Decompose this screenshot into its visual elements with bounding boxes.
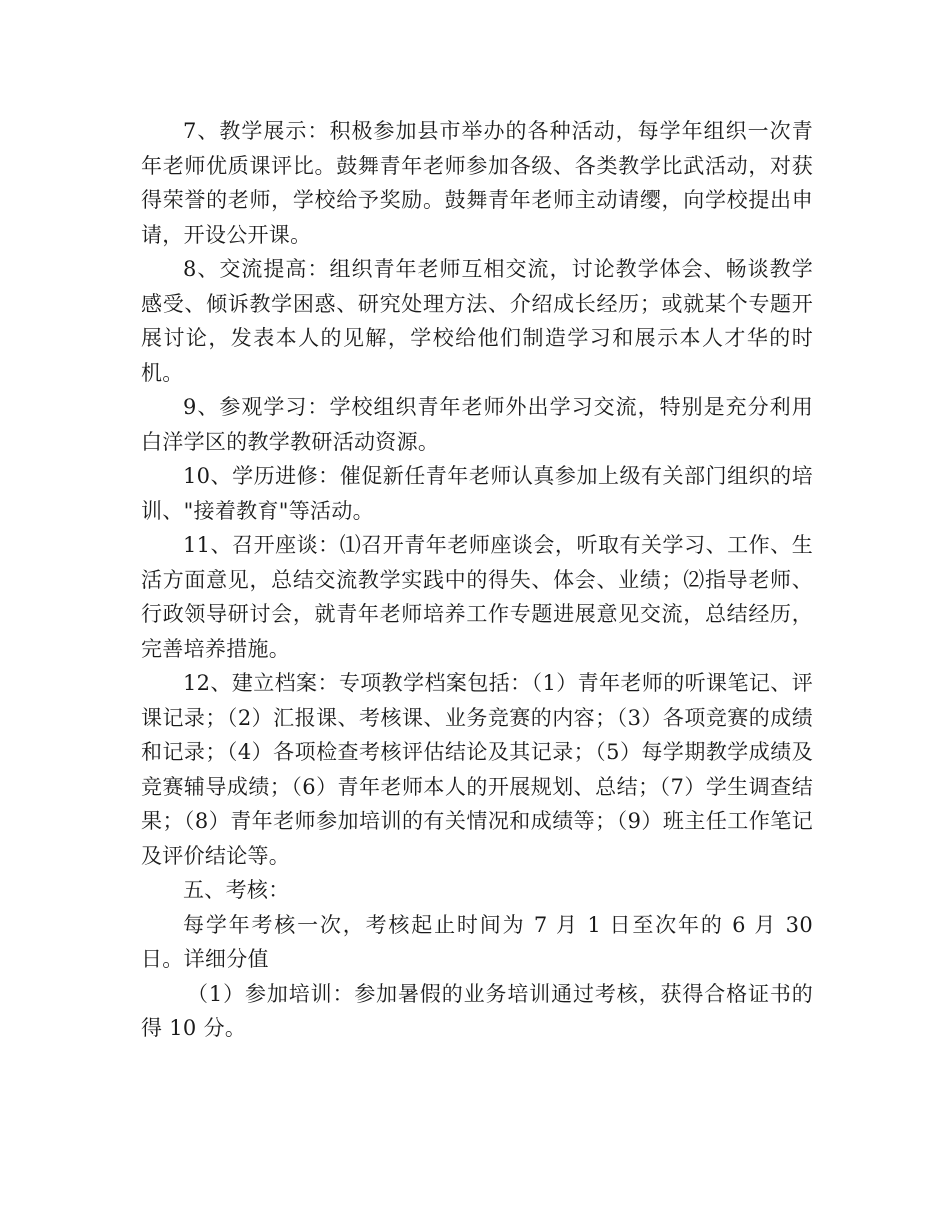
paragraph-visit-study: 9、参观学习：学校组织青年老师外出学习交流，特别是充分利用白洋学区的教学教研活动资源。: [141, 395, 813, 454]
paragraph-symposium: 11、召开座谈：⑴召开青年老师座谈会，听取有关学习、工作、生活方面意见，总结交流教学实践中的得失、体会、业绩；⑵指导老师、行政领导研讨会，就青年老师培养工作专题进展意见交流，总结经历，完善培养措施。: [141, 533, 813, 661]
paragraph-archives: 12、建立档案：专项教学档案包括：（1）青年老师的听课笔记、评课记录；（2）汇报课、考核课、业务竞赛的内容；（3）各项竞赛的成绩和记录；（4）各项检查考核评估结论及其记录；（5）每学期教学成绩及竞赛辅导成绩；（6）青年老师本人的开展规划、总结；（7）学生调查结果；（8）青年老师参加培训的有关情况和成绩等；（9）班主任工作笔记及评价结论等。: [141, 671, 813, 868]
paragraph-further-education: 10、学历进修：催促新任青年老师认真参加上级有关部门组织的培训、"接着教育"等活动。: [141, 464, 813, 523]
paragraph-teaching-showcase: 7、教学展示：积极参加县市举办的各种活动，每学年组织一次青年老师优质课评比。鼓舞青年老师参加各级、各类教学比武活动，对获得荣誉的老师，学校给予奖励。鼓舞青年老师主动请缨，向学校提出申请，开设公开课。: [141, 119, 813, 247]
paragraph-training-score: （1）参加培训：参加暑假的业务培训通过考核，获得合格证书的得 10 分。: [141, 981, 813, 1040]
paragraph-assessment-period: 每学年考核一次，考核起止时间为 7 月 1 日至次年的 6 月 30 日。详细分值: [141, 912, 813, 971]
paragraph-exchange-improvement: 8、交流提高：组织青年老师互相交流，讨论教学体会、畅谈教学感受、倾诉教学困惑、研究处理方法、介绍成长经历；或就某个专题开展讨论，发表本人的见解，学校给他们制造学习和展示本人才华的时机。: [141, 257, 813, 385]
section-heading-assessment: 五、考核：: [183, 878, 290, 902]
document-body: [141, 114, 813, 1046]
